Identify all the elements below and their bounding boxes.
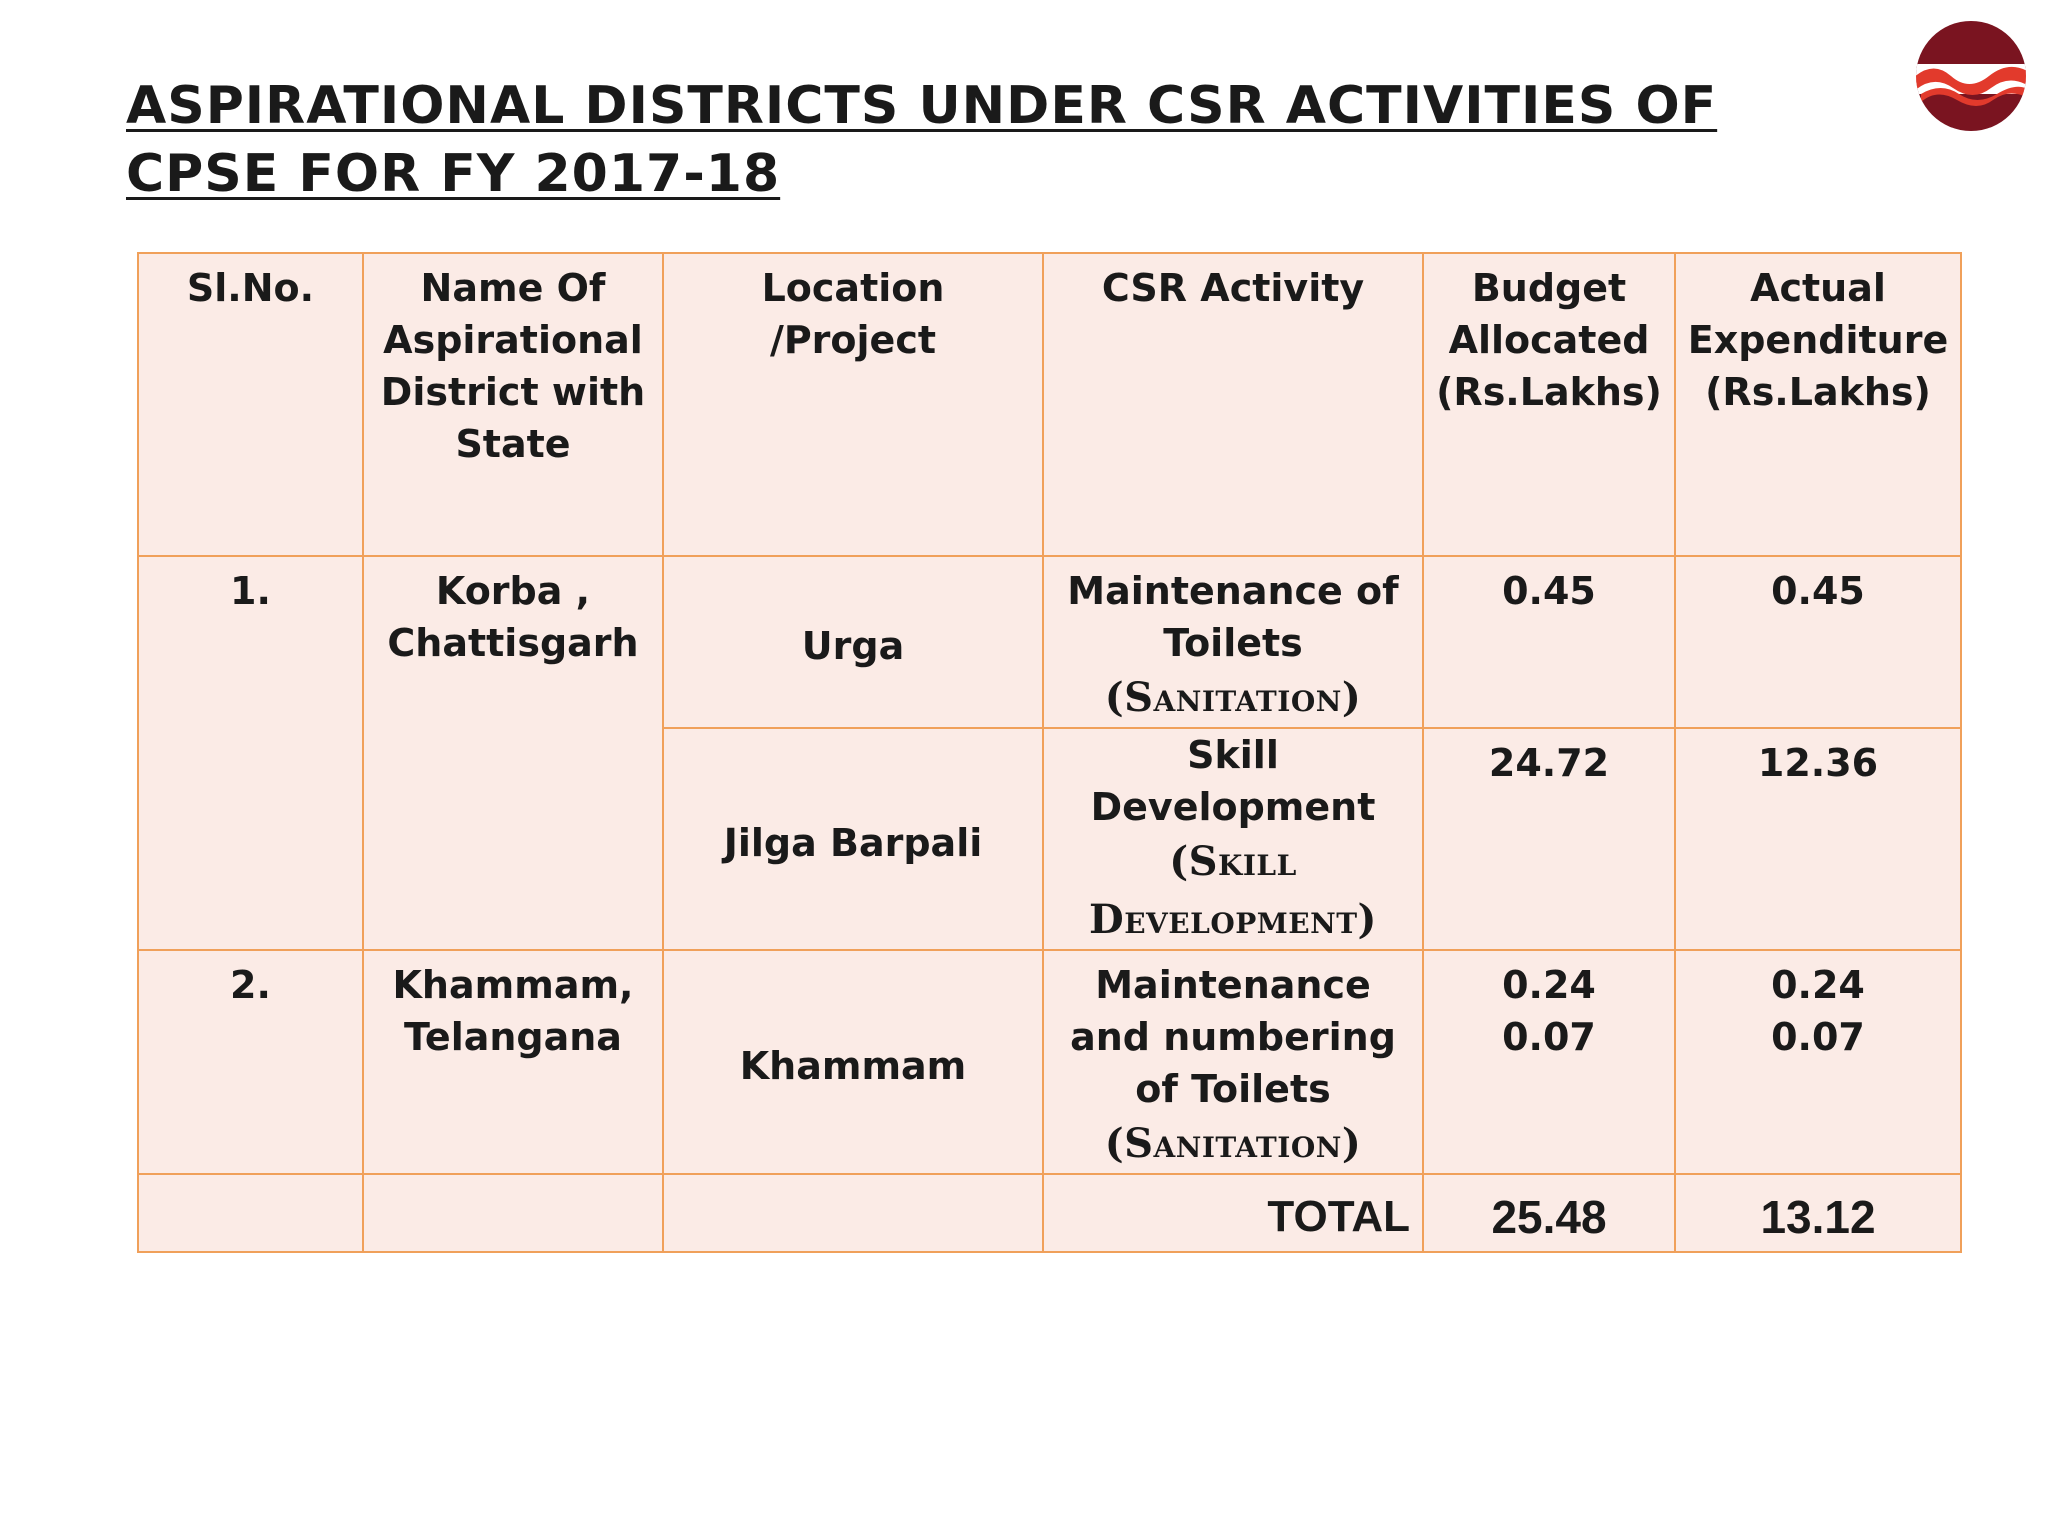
total-row	[138, 1174, 1961, 1252]
row-district: Khammam, Telangana	[363, 950, 663, 1174]
activity-description: Skill Development	[1090, 733, 1376, 829]
total-label: TOTAL	[1043, 1174, 1423, 1252]
total-expenditure: 13.12	[1675, 1174, 1961, 1252]
table-row	[138, 950, 1961, 1174]
row-district: Korba , Chattisgarh	[363, 556, 663, 950]
header-location: Location /Project	[663, 253, 1043, 556]
row-expenditure: 0.45	[1675, 556, 1961, 728]
expenditure-value: 0.07	[1771, 1015, 1865, 1059]
activity-category: (Skill Development)	[1089, 838, 1377, 943]
total-budget: 25.48	[1423, 1174, 1675, 1252]
header-budget: Budget Allocated (Rs.Lakhs)	[1423, 253, 1675, 556]
row-budget	[1423, 950, 1675, 1174]
row-csr-activity	[1043, 728, 1423, 950]
activity-category: (Sanitation)	[1104, 1120, 1362, 1167]
header-sl-no: Sl.No.	[138, 253, 363, 556]
activity-description: Maintenance of Toilets	[1067, 569, 1399, 665]
csr-activity-table	[137, 252, 1962, 1253]
slide-title: ASPIRATIONAL DISTRICTS UNDER CSR ACTIVITIES OF CPSE FOR FY 2017-18	[126, 76, 1718, 204]
total-empty-cell	[363, 1174, 663, 1252]
row-expenditure	[1675, 950, 1961, 1174]
row-csr-activity	[1043, 950, 1423, 1174]
total-empty-cell	[138, 1174, 363, 1252]
row-location: Khammam	[663, 950, 1043, 1174]
row-sl-no: 1.	[138, 556, 363, 950]
budget-value: 0.07	[1502, 1015, 1596, 1059]
total-empty-cell	[663, 1174, 1043, 1252]
row-location: Jilga Barpali	[663, 728, 1043, 950]
expenditure-value: 0.24	[1771, 963, 1865, 1007]
company-logo-icon	[1913, 20, 2029, 132]
header-csr-activity: CSR Activity	[1043, 253, 1423, 556]
row-location: Urga	[663, 556, 1043, 728]
table-row	[138, 556, 1961, 728]
row-csr-activity	[1043, 556, 1423, 728]
row-budget: 0.45	[1423, 556, 1675, 728]
table-header-row	[138, 253, 1961, 556]
header-district: Name Of Aspirational District with State	[363, 253, 663, 556]
activity-description: Maintenance and numbering of Toilets	[1070, 963, 1396, 1111]
row-sl-no: 2.	[138, 950, 363, 1174]
header-expenditure: Actual Expenditure (Rs.Lakhs)	[1675, 253, 1961, 556]
row-budget: 24.72	[1423, 728, 1675, 950]
activity-category: (Sanitation)	[1104, 674, 1362, 721]
row-expenditure: 12.36	[1675, 728, 1961, 950]
budget-value: 0.24	[1502, 963, 1596, 1007]
